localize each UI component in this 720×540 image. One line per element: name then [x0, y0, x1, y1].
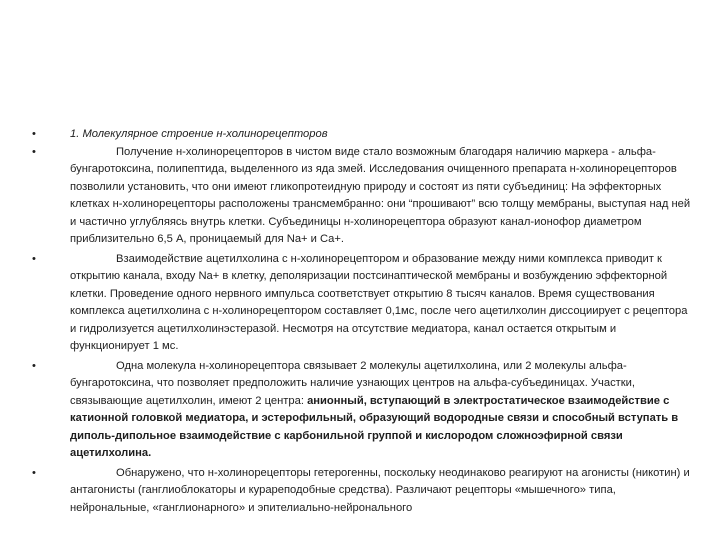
list-item — [32, 126, 692, 144]
bullet-icon: • — [32, 252, 36, 265]
paragraph-bold-text: анионный, вступающий в электростатическое взаимодействие с катионной головкой медиатора, и эстерофильный, образующий водородные связи и способный вступать в диполь-дипольное взаимодействие с карбонильной группой и кислородом сложноэфирной связи ацетилхолина. — [70, 394, 679, 459]
bullet-icon: • — [32, 145, 36, 158]
paragraph-text: Обнаружено, что н-холинорецепторы гетерогенны, поскольку неодинаково реагируют на агонисты (никотин) и антагонисты (ганглиоблокаторы и курареподобные средства). Различают рецепторы «мышечного» типа, нейрональные, «ганглионарного» и эпителиально-нейронального — [70, 466, 690, 514]
paragraph-text: Взаимодействие ацетилхолина с н-холинорецептором и образование между ними комплекса приводит к открытию канала, входу Na+ в клетку, деполяризации постсинаптической мембраны и возбуждению эффекторной клетки. Проведение одного нервного импульса соответствует открытию 8 тысяч каналов. Время существования комплекса ацетилхолина с н-холинорецептором составляет 0,1мс, после чего ацетилхолин диссоциирует с рецептора и гидролизуется ацетилхолинэстеразой. Несмотря на отсутствие медиатора, канал остается открытым и функционирует 1 мс. — [70, 252, 688, 352]
list-item — [32, 465, 692, 518]
bullet-list — [32, 126, 692, 517]
paragraph-text: Получение н-холинорецепторов в чистом виде стало возможным благодаря наличию маркера - альфа-бунгаротоксина, полипептида, выделенного из яда змей. Исследования очищенного препарата н-холинорецепторов позволили установить, что они имеют гликопротеидную природу и состоят из пяти субъединиц: На эффекторных клетках н-холинорецепторы расположены трансмембранно: они “прошивают” всю толщу мембраны, выступая над ней и частично углубляясь внутрь клетки. Субъединицы н-холинорецептора образуют канал-ионофор диаметром приблизительно 6,5 А, проницаемый для Na+ и Ca+. — [70, 145, 691, 245]
bullet-icon: • — [32, 359, 36, 372]
bullet-icon: • — [32, 466, 36, 479]
list-item — [32, 358, 692, 463]
bullet-icon: • — [32, 128, 36, 140]
list-item — [32, 144, 692, 249]
list-item — [32, 251, 692, 356]
paragraph-text: Одна молекула н-холинорецептора связывает 2 молекулы ацетилхолина, или 2 молекулы альфа-бунгаротоксина, что позволяет предположить наличие узнающих центров на альфа-субъединицах. Участки, связывающие ацетилхолин, имеют 2 центра: — [70, 359, 636, 407]
section-title: 1. Молекулярное строение н-холинорецепторов — [70, 128, 328, 140]
